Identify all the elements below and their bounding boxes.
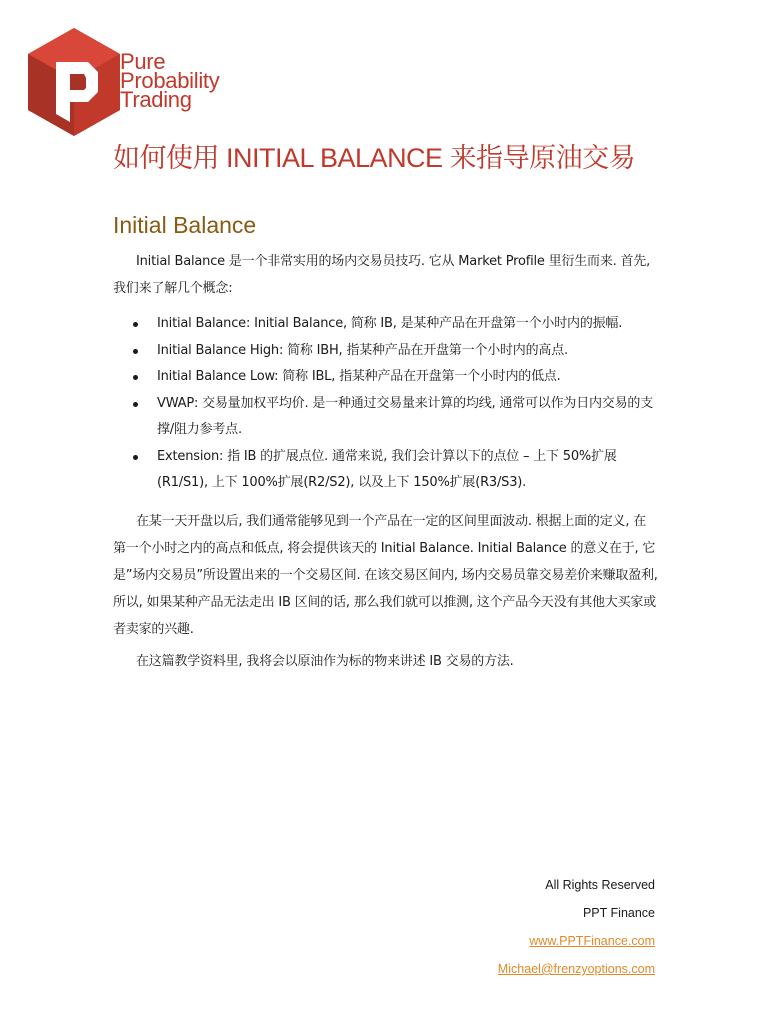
bullet-icon xyxy=(133,402,138,407)
logo-wordmark xyxy=(120,49,220,112)
intro-paragraph: Initial Balance 是一个非常实用的场内交易员技巧. 它从 Market Profile 里衍生而来. 首先, 我们来了解几个概念: xyxy=(113,254,651,296)
closing-paragraph: 在这篇教学资料里, 我将会以原油作为标的物来讲述 IB 交易的方法. xyxy=(136,654,514,669)
body-paragraph: 在某一天开盘以后, 我们通常能够见到一个产品在一定的区间里面波动. 根据上面的定义, 在第一个小时之内的高点和低点, 将会提供该天的 Initial Balance. Initial Balance 的意义在于, 它是”场内交易员”所设置出来的一个交易区间. 在该交易区间内, 场内交易员靠交易差价来赚取盈利, 所以, 如果某种产品无法走出 IB 区间的话, 那么我们就可以推测, 这个产品今天没有其他大买家或者卖家的兴趣. xyxy=(113,514,658,637)
cube-p-logo-icon xyxy=(26,26,122,138)
list-item xyxy=(113,444,658,497)
list-item-text: Extension: 指 IB 的扩展点位. 通常来说, 我们会计算以下的点位 – 上下 50%扩展(R1/S1), 上下 100%扩展(R2/S2), 以及上下 150%扩展(R3/S3). xyxy=(157,448,617,490)
list-item xyxy=(113,338,658,365)
bullet-icon xyxy=(133,349,138,354)
list-item-text: VWAP: 交易量加权平均价. 是一种通过交易量来计算的均线, 通常可以作为日内交易的支撑/阻力参考点. xyxy=(157,395,654,437)
section-heading: Initial Balance xyxy=(113,212,257,238)
list-item xyxy=(113,391,658,444)
website-link[interactable]: www.PPTFinance.com xyxy=(529,934,655,948)
page-title: 如何使用 INITIAL BALANCE 来指导原油交易 xyxy=(113,143,636,173)
bullet-icon xyxy=(133,375,138,380)
logo-line-1: Pure xyxy=(120,49,166,74)
list-item xyxy=(113,311,658,338)
logo-line-3: Trading xyxy=(120,87,192,112)
bullet-icon xyxy=(133,455,138,460)
concept-list xyxy=(113,311,658,497)
bullet-icon xyxy=(133,322,138,327)
logo-line-2: Probability xyxy=(120,68,220,93)
email-link[interactable]: Michael@frenzyoptions.com xyxy=(497,962,655,976)
brand-logo xyxy=(26,26,256,138)
list-item-text: Initial Balance High: 简称 IBH, 指某种产品在开盘第一个小时内的高点. xyxy=(157,342,568,358)
list-item xyxy=(113,364,658,391)
rights-text: All Rights Reserved xyxy=(545,878,655,892)
list-item-text: Initial Balance: Initial Balance, 简称 IB, 是某种产品在开盘第一个小时内的振幅. xyxy=(157,316,623,331)
list-item-text: Initial Balance Low: 简称 IBL, 指某种产品在开盘第一个小时内的低点. xyxy=(157,369,561,384)
footer xyxy=(498,871,655,983)
company-name: PPT Finance xyxy=(582,906,655,920)
